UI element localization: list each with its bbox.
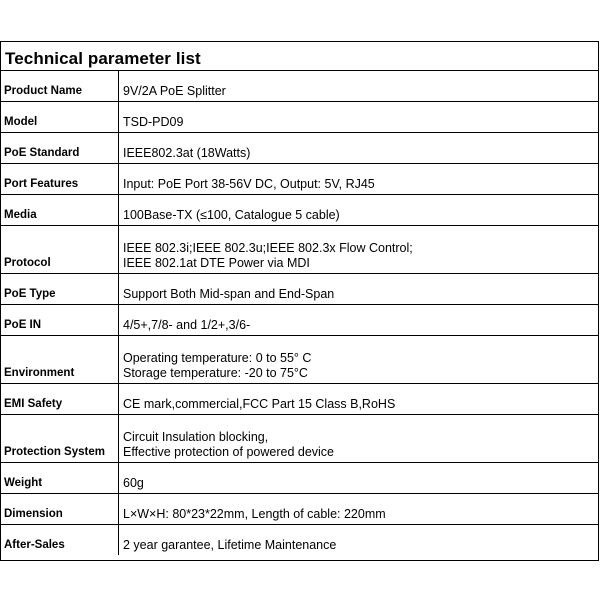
- row-label: After-Sales: [1, 525, 119, 556]
- row-label: Model: [1, 102, 119, 133]
- table-row: [1, 195, 599, 226]
- table-row: [1, 133, 599, 164]
- row-value: [119, 71, 600, 102]
- row-value: [119, 494, 600, 525]
- spec-table: [1, 71, 599, 555]
- row-value-line: 2 year garantee, Lifetime Maintenance: [123, 538, 337, 552]
- row-label: Environment: [1, 336, 119, 384]
- row-label: Protection System: [1, 415, 119, 463]
- table-row: [1, 415, 599, 463]
- table-row: [1, 463, 599, 494]
- row-value-line: Operating temperature: 0 to 55° C: [123, 351, 312, 365]
- table-row: [1, 525, 599, 556]
- row-label: EMI Safety: [1, 384, 119, 415]
- spec-sheet: [0, 41, 599, 561]
- sheet-title: Technical parameter list: [5, 49, 201, 68]
- row-value-line: 4/5+,7/8- and 1/2+,3/6-: [123, 318, 251, 332]
- table-row: [1, 494, 599, 525]
- row-label: PoE IN: [1, 305, 119, 336]
- row-label: PoE Type: [1, 274, 119, 305]
- table-row: [1, 102, 599, 133]
- row-value: [119, 133, 600, 164]
- table-row: [1, 226, 599, 274]
- row-value-line: 100Base-TX (≤100, Catalogue 5 cable): [123, 208, 340, 222]
- row-value: [119, 525, 600, 556]
- row-value-line: CE mark,commercial,FCC Part 15 Class B,RoHS: [123, 397, 396, 411]
- row-value: [119, 463, 600, 494]
- row-value-line: Storage temperature: -20 to 75°C: [123, 366, 308, 380]
- row-value: [119, 274, 600, 305]
- row-value-line: TSD-PD09: [123, 115, 184, 129]
- row-value-line: Circuit Insulation blocking,: [123, 430, 269, 444]
- row-value-line: Effective protection of powered device: [123, 445, 335, 459]
- row-label: Media: [1, 195, 119, 226]
- title-row: [1, 42, 598, 71]
- row-label: PoE Standard: [1, 133, 119, 164]
- row-value-line: IEEE802.3at (18Watts): [123, 146, 251, 160]
- row-label: Product Name: [1, 71, 119, 102]
- row-label: Dimension: [1, 494, 119, 525]
- row-value-line: Input: PoE Port 38-56V DC, Output: 5V, RJ45: [123, 177, 375, 191]
- table-row: [1, 164, 599, 195]
- row-value: [119, 195, 600, 226]
- row-value: [119, 226, 600, 274]
- spec-table-body: [1, 71, 599, 555]
- row-value: [119, 164, 600, 195]
- row-value-line: 9V/2A PoE Splitter: [123, 84, 226, 98]
- table-row: [1, 71, 599, 102]
- row-value-line: Support Both Mid-span and End-Span: [123, 287, 335, 301]
- row-label: Protocol: [1, 226, 119, 274]
- table-row: [1, 336, 599, 384]
- row-value: [119, 305, 600, 336]
- row-value-line: 60g: [123, 476, 144, 490]
- row-value: [119, 336, 600, 384]
- row-value-line: IEEE 802.3i;IEEE 802.3u;IEEE 802.3x Flow Control;: [123, 241, 413, 255]
- row-value-line: L×W×H: 80*23*22mm, Length of cable: 220mm: [123, 507, 386, 521]
- row-label: Weight: [1, 463, 119, 494]
- row-value: [119, 102, 600, 133]
- table-row: [1, 384, 599, 415]
- table-row: [1, 305, 599, 336]
- row-value-line: IEEE 802.1at DTE Power via MDI: [123, 256, 310, 270]
- table-row: [1, 274, 599, 305]
- row-value: [119, 384, 600, 415]
- row-value: [119, 415, 600, 463]
- row-label: Port Features: [1, 164, 119, 195]
